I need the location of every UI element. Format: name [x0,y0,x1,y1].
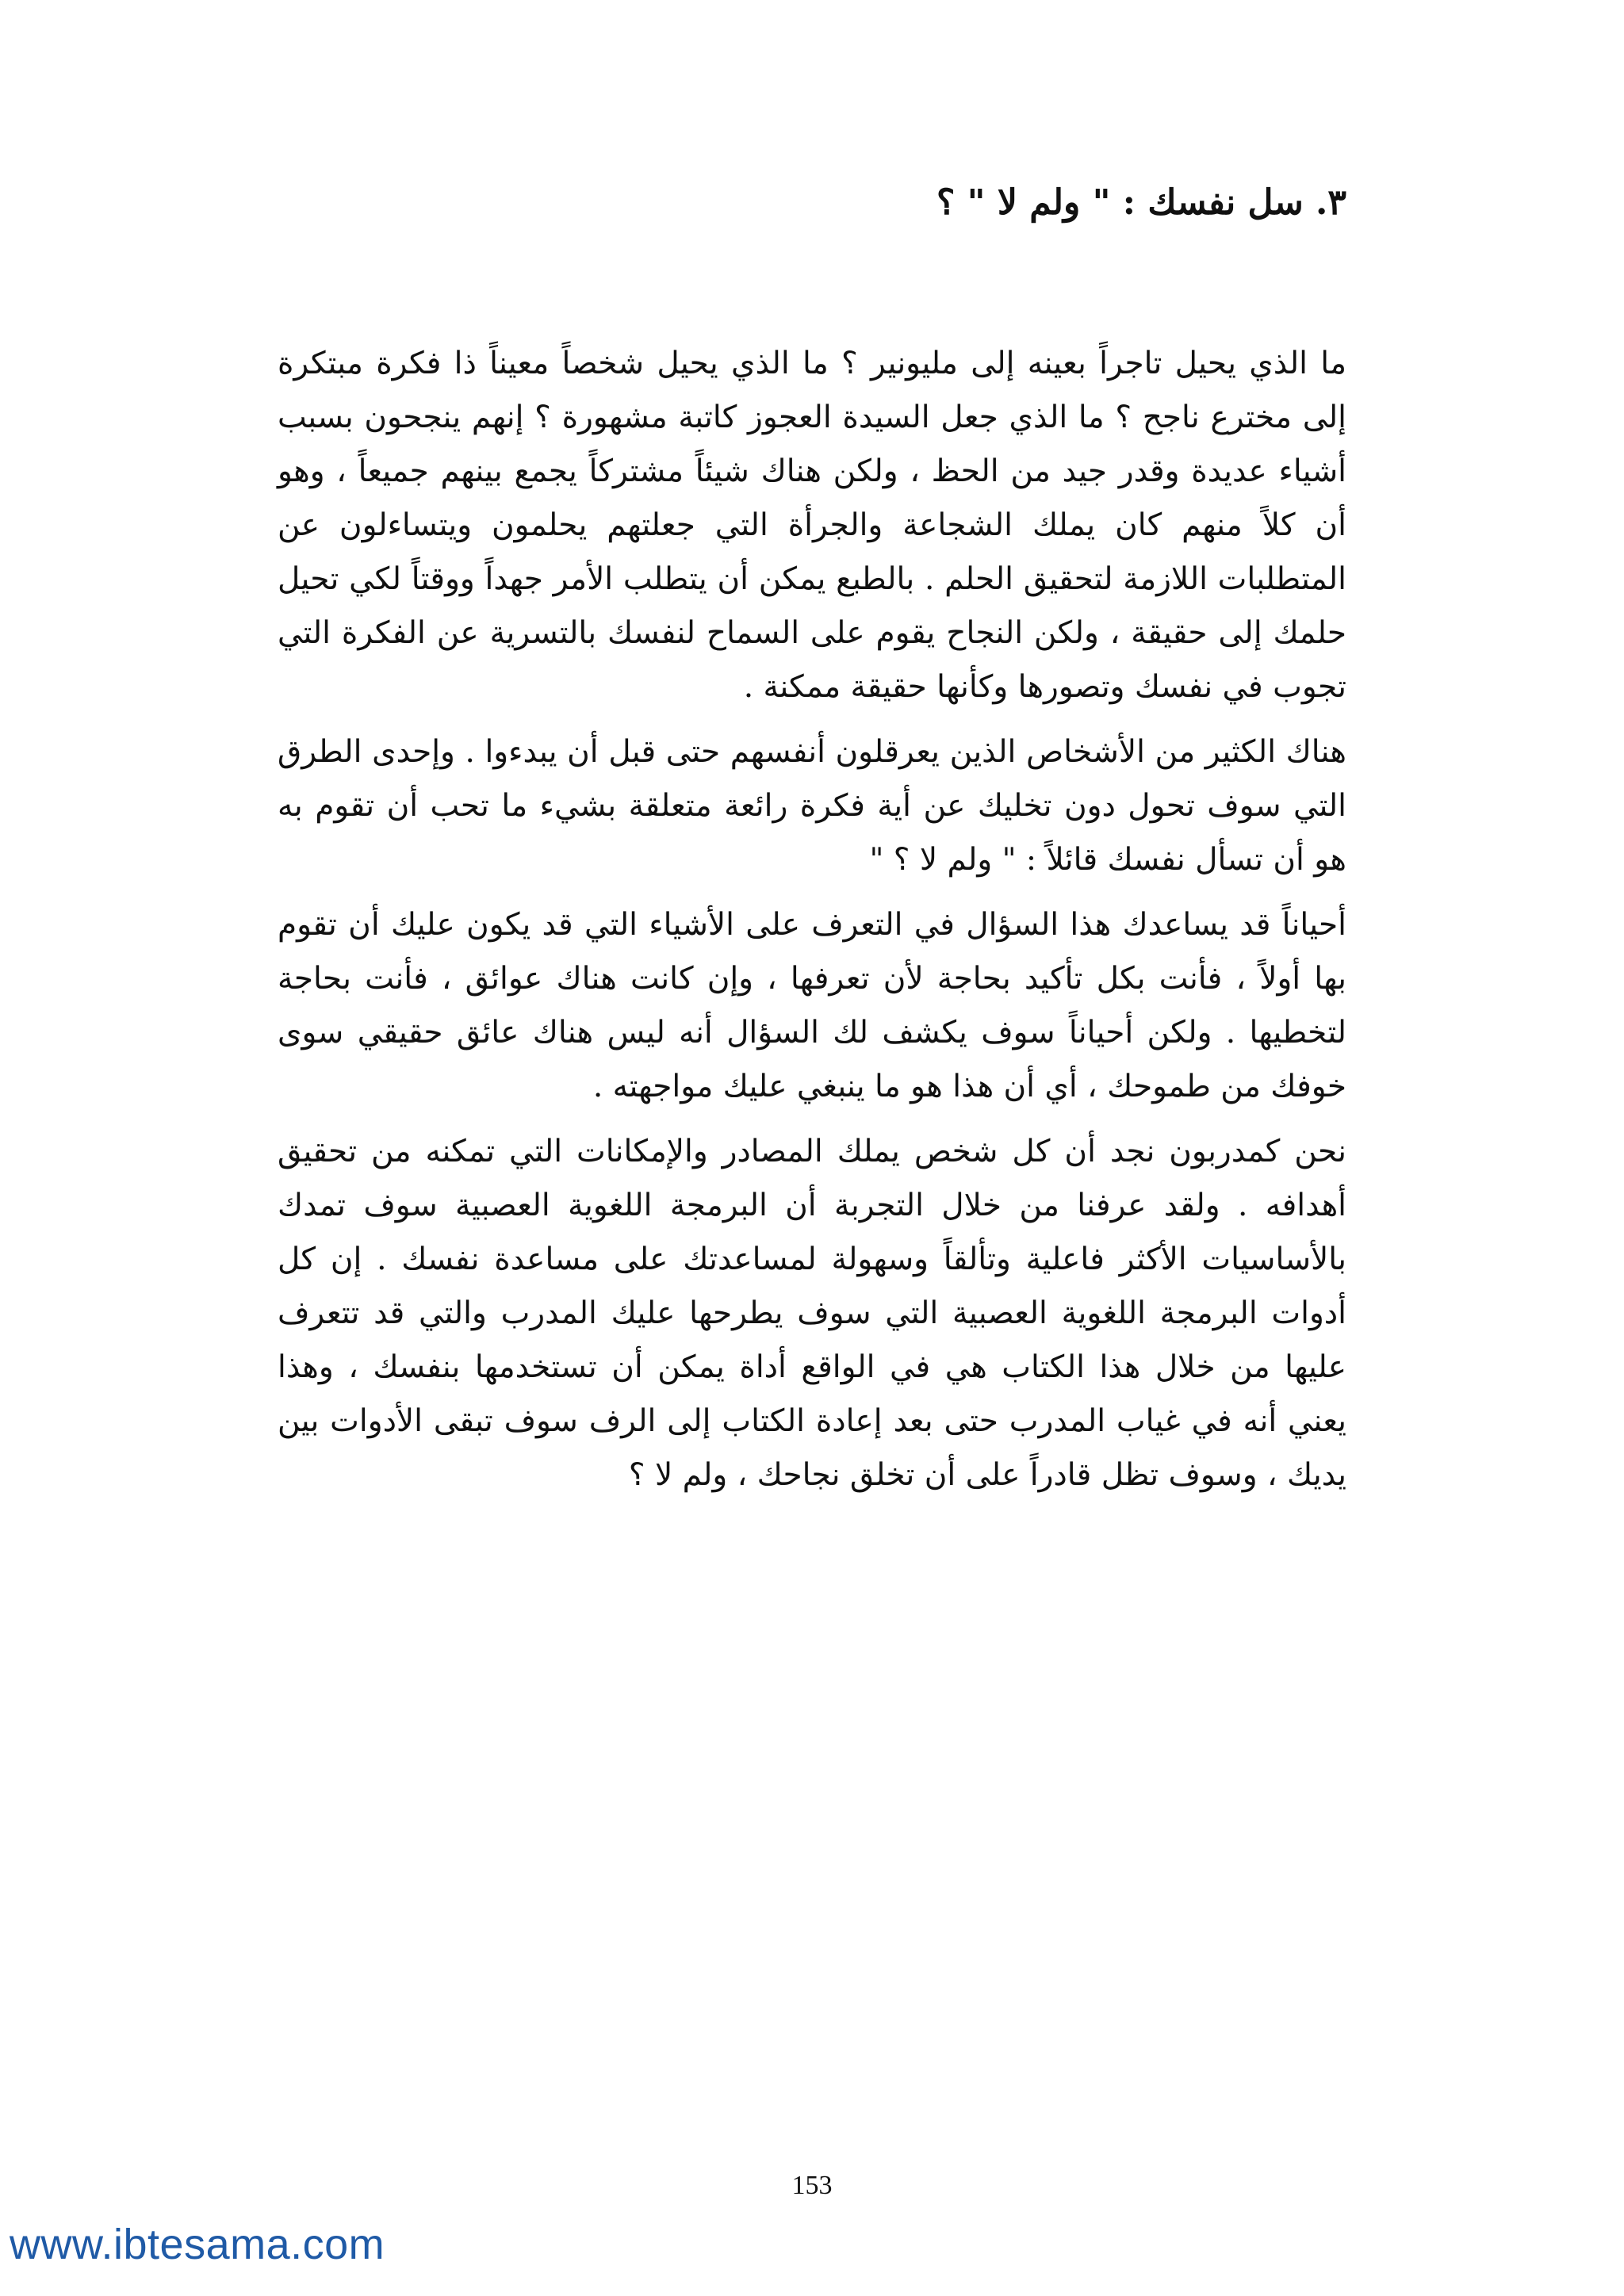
section-heading: ٣. سل نفسك : " ولم لا " ؟ [936,182,1346,223]
paragraph-1: ما الذي يحيل تاجراً بعينه إلى مليونير ؟ ما الذي يحيل شخصاً معيناً ذا فكرة مبتكرة إلى مخترع ناجح ؟ ما الذي جعل السيدة العجوز كاتبة مشهورة ؟ إنهم ينجحون بسبب أشياء عديدة وقدر جيد من الحظ ، ولكن هناك شيئاً مشتركاً يجمع بينهم جميعاً ، وهو أن كلاً منهم كان يملك الشجاعة والجرأة التي جعلتهم يحلمون ويتساءلون عن المتطلبات اللازمة لتحقيق الحلم . بالطبع يمكن أن يتطلب الأمر جهداً ووقتاً لكي تحيل حلمك إلى حقيقة ، ولكن النجاح يقوم على السماح لنفسك بالتسرية عن الفكرة التي تجوب في نفسك وتصورها وكأنها حقيقة ممكنة . [278,346,1346,705]
paragraph-2: هناك الكثير من الأشخاص الذين يعرقلون أنفسهم حتى قبل أن يبدءوا . وإحدى الطرق التي سوف تحول دون تخليك عن أية فكرة رائعة متعلقة بشيء ما تحب أن تقوم به هو أن تسأل نفسك قائلاً : " ولم لا ؟ " [278,734,1346,878]
page-number: 153 [791,2171,833,2200]
body-text [278,337,1346,1513]
paragraph-4: نحن كمدربون نجد أن كل شخص يملك المصادر والإمكانات التي تمكنه من تحقيق أهدافه . ولقد عرفنا من خلال التجربة أن البرمجة اللغوية العصبية سوف تمدك بالأساسيات الأكثر فاعلية وتألقاً وسهولة لمساعدتك على مساعدة نفسك . إن كل أدوات البرمجة اللغوية العصبية التي سوف يطرحها عليك المدرب والتي قد تتعرف عليها من خلال هذا الكتاب هي في الواقع أداة يمكن أن تستخدمها بنفسك ، وهذا يعني أنه في غياب المدرب حتى بعد إعادة الكتاب إلى الرف سوف تبقى الأدوات بين يديك ، وسوف تظل قادراً على أن تخلق نجاحك ، ولم لا ؟ [278,1134,1346,1493]
watermark-url: www.ibtesama.com [10,2221,385,2268]
paragraph-3: أحياناً قد يساعدك هذا السؤال في التعرف على الأشياء التي قد يكون عليك أن تقوم بها أولاً ، فأنت بكل تأكيد بحاجة لأن تعرفها ، وإن كانت هناك عوائق ، فأنت بحاجة لتخطيها . ولكن أحياناً سوف يكشف لك السؤال أنه ليس هناك عائق حقيقي سوى خوفك من طموحك ، أي أن هذا هو ما ينبغي عليك مواجهته . [278,907,1346,1104]
